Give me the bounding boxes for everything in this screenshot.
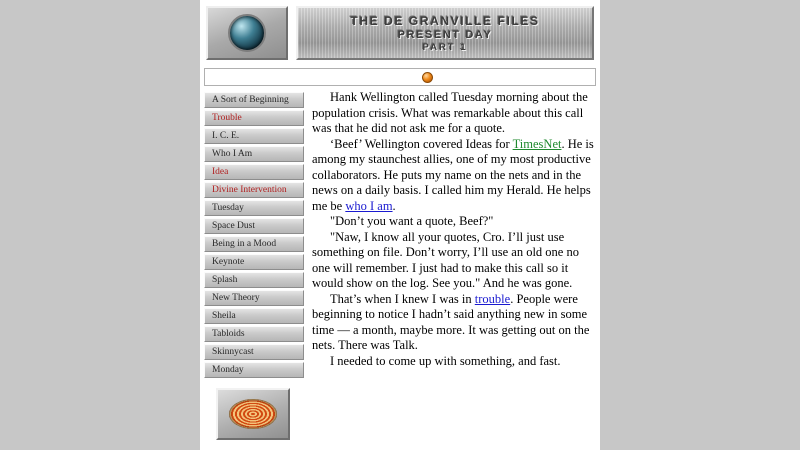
sidebar-item-trouble[interactable]: Trouble xyxy=(204,110,304,126)
link-timesnet[interactable]: TimesNet xyxy=(512,136,562,151)
paragraph-5 xyxy=(312,292,594,354)
link-trouble[interactable]: trouble xyxy=(474,291,511,306)
paragraph-1: Hank Wellington called Tuesday morning about the population crisis. What was remarkable about this call was that he did not ask me for a quote. xyxy=(312,90,588,135)
paragraph-3: "Don’t you want a quote, Beef?" xyxy=(330,214,494,228)
site-header xyxy=(200,4,600,62)
sidebar-item-divine-intervention[interactable]: Divine Intervention xyxy=(204,182,304,198)
paragraph-5-text-b: . People were beginning to notice I hadn’t said anything new in some time — a month, maybe more. It was getting out on the nets. There was Talk. xyxy=(312,291,590,352)
spiral-graphic-icon xyxy=(229,399,277,429)
sidebar-item-tabloids[interactable]: Tabloids xyxy=(204,326,304,342)
orange-dot-icon[interactable] xyxy=(422,72,433,83)
sidebar-item-tuesday[interactable]: Tuesday xyxy=(204,200,304,216)
link-who-i-am[interactable]: who I am xyxy=(345,198,393,213)
sidebar-item-being-in-a-mood[interactable]: Being in a Mood xyxy=(204,236,304,252)
paragraph-2-text-b: . He is among my staunchest allies, one of my most productive collaborators. He puts my name on the nets and in the news on a daily basis. I called him my Herald. He helps me be xyxy=(312,136,594,213)
sidebar-item-skinnycast[interactable]: Skinnycast xyxy=(204,344,304,360)
top-bar xyxy=(204,68,596,86)
sidebar-item-new-theory[interactable]: New Theory xyxy=(204,290,304,306)
sidebar-item-sheila[interactable]: Sheila xyxy=(204,308,304,324)
sidebar-item-space-dust[interactable]: Space Dust xyxy=(204,218,304,234)
article-body xyxy=(312,90,594,369)
paragraph-4: "Naw, I know all your quotes, Cro. I’ll just use something on file. Don’t worry, I’ll use an old one no one will remember. I just had to make this call so it would show on the log. See you." And he was gone. xyxy=(312,229,579,290)
sidebar-item-keynote[interactable]: Keynote xyxy=(204,254,304,270)
sidebar-image-box xyxy=(216,388,290,440)
site-title: THE DE GRANVILLE FILES xyxy=(350,13,540,28)
page-canvas xyxy=(200,0,600,450)
orb-icon xyxy=(228,14,266,52)
site-subtitle: PRESENT DAY xyxy=(397,28,493,41)
sidebar-item-who-i-am[interactable]: Who I Am xyxy=(204,146,304,162)
title-plate xyxy=(296,6,594,60)
logo-box xyxy=(206,6,288,60)
paragraph-2-text-a: ‘Beef’ Wellington covered Ideas for xyxy=(330,136,513,151)
paragraph-6: I needed to come up with something, and fast. xyxy=(330,353,561,368)
sidebar-nav xyxy=(204,92,304,380)
paragraph-2-text-c: . xyxy=(392,198,396,213)
sidebar-item-splash[interactable]: Splash xyxy=(204,272,304,288)
sidebar-item-a-sort-of-beginning[interactable]: A Sort of Beginning xyxy=(204,92,304,108)
paragraph-2 xyxy=(312,137,594,215)
sidebar-item-idea[interactable]: Idea xyxy=(204,164,304,180)
sidebar-item-monday[interactable]: Monday xyxy=(204,362,304,378)
site-part: PART 1 xyxy=(422,41,468,53)
paragraph-5-text-a: That’s when I knew I was in xyxy=(330,291,475,306)
sidebar-item-ice[interactable]: I. C. E. xyxy=(204,128,304,144)
